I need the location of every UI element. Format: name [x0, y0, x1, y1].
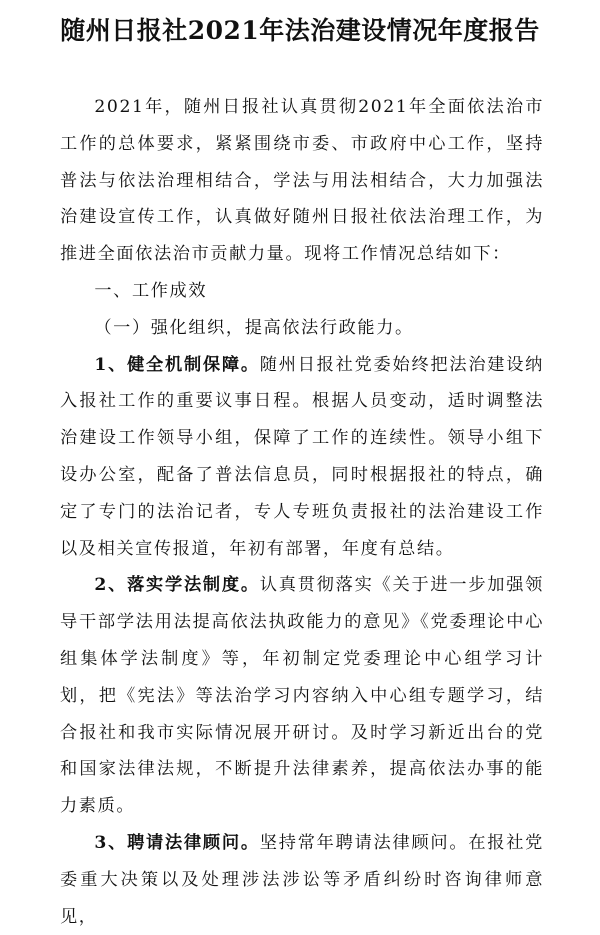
document-body [60, 89, 544, 935]
item-text: 随州日报社党委始终把法治建设纳入报社工作的重要议事日程。根据人员变动，适时调整法治建设工作领导小组，保障了工作的连续性。领导小组下设办公室，配备了普法信息员，同时根据报社的特点，确定了专门的法治记者，专人专班负责报社的法治建设工作以及相关宣传报道，年初有部署，年度有总结。 [60, 354, 544, 559]
item-paragraph [60, 347, 544, 568]
item-paragraph [60, 567, 544, 825]
item-text: 认真贯彻落实《关于进一步加强领导干部学法用法提高依法执政能力的意见》《党委理论中心组集体学法制度》等，年初制定党委理论中心组学习计划，把《宪法》等法治学习内容纳入中心组专题学习，结合报社和我市实际情况展开研讨。及时学习新近出台的党和国家法律法规，不断提升法律素养，提高依法办事的能力素质。 [60, 575, 544, 817]
item-paragraph [60, 825, 544, 935]
item-text: 坚持常年聘请法律顾问。在报社党委重大决策以及处理涉法涉讼等矛盾纠纷时咨询律师意见， [60, 832, 544, 927]
document-title: 随州日报社2021年法治建设情况年度报告 [60, 16, 540, 45]
subsection-heading: （一）强化组织，提高依法行政能力。 [94, 317, 414, 338]
intro-paragraph: 2021年，随州日报社认真贯彻2021年全面依法治市工作的总体要求，紧紧围绕市委、市政府中心工作，坚持普法与依法治理相结合，学法与用法相结合，大力加强法治建设宣传工作，认真做好随州日报社依法治理工作，为推进全面依法治市贡献力量。现将工作情况总结如下： [60, 97, 544, 265]
section-heading: 一、工作成效 [94, 280, 208, 301]
item-label: 2、落实学法制度。 [94, 575, 260, 596]
item-label: 3、聘请法律顾问。 [94, 832, 260, 853]
item-label: 1、健全机制保障。 [94, 354, 260, 375]
